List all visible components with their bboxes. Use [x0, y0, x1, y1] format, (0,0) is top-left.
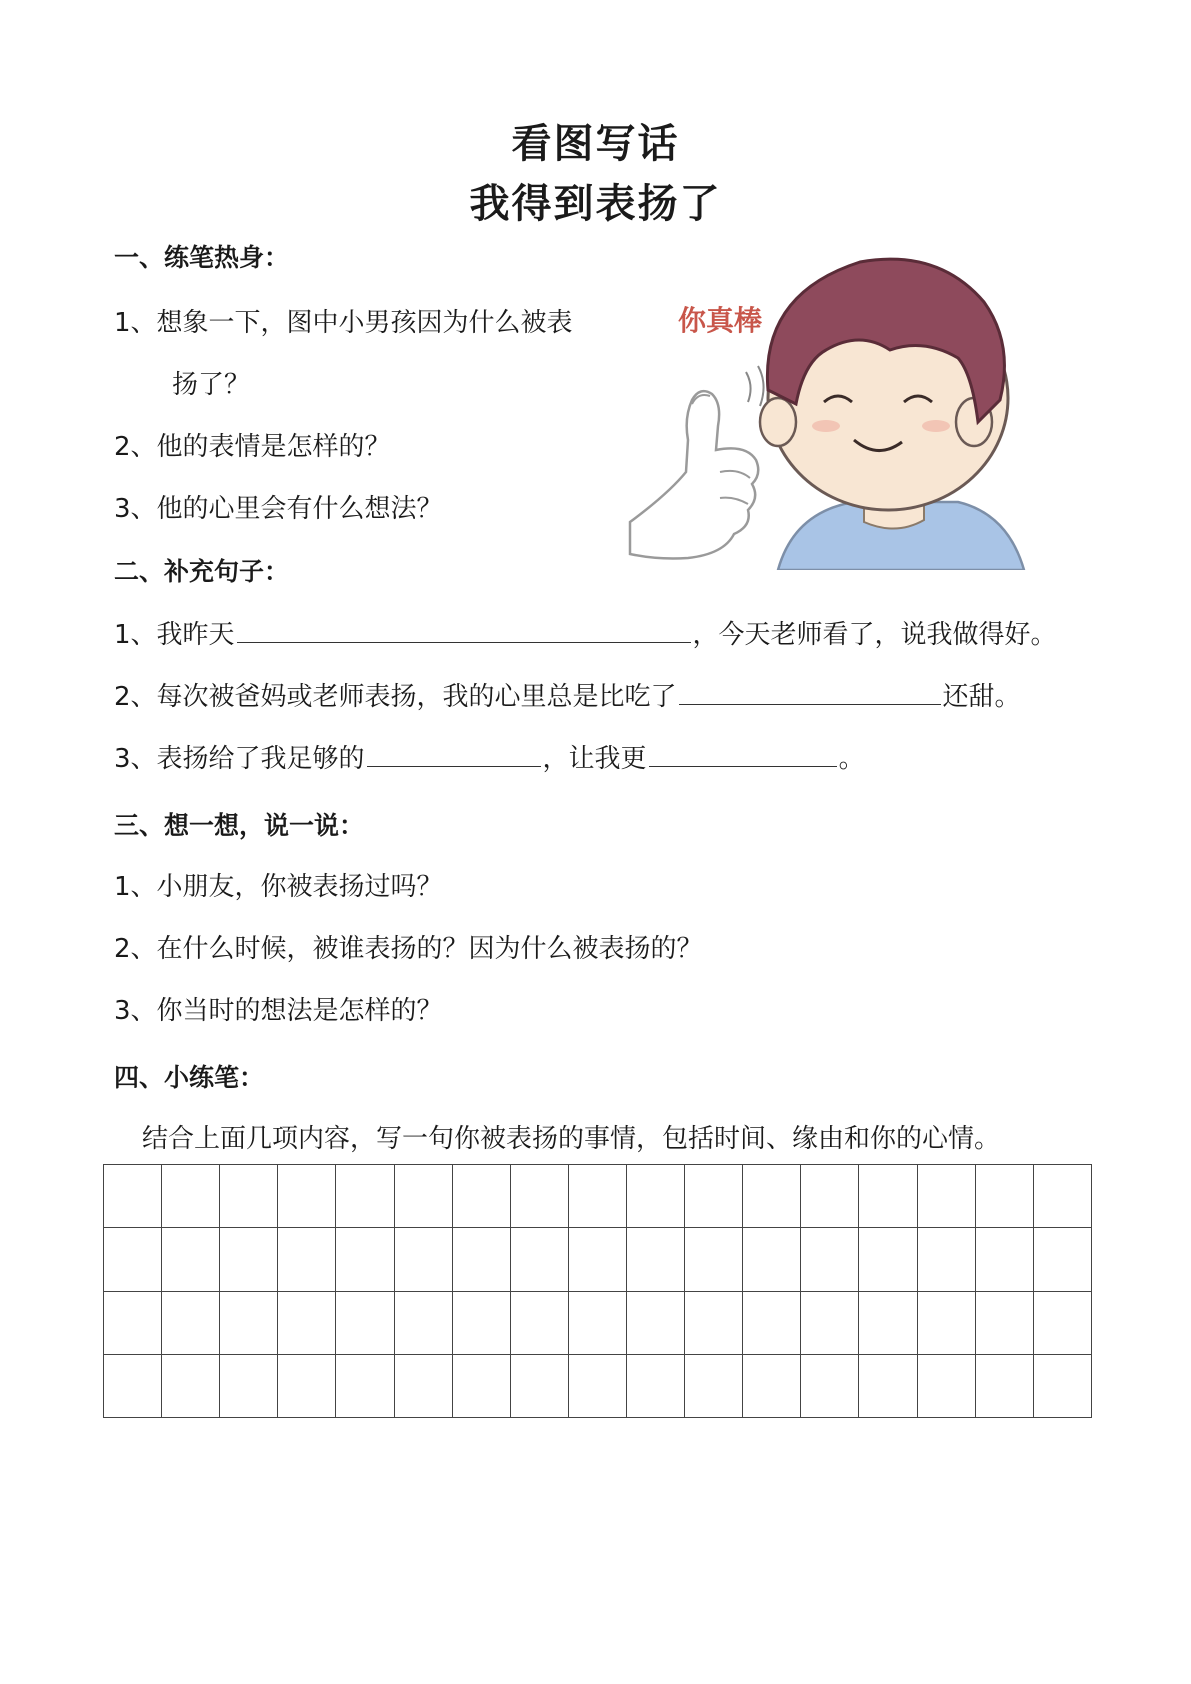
sentence-1-start: 1、我昨天: [114, 620, 235, 650]
sentence-1: [114, 614, 1057, 651]
sentence-3-start: 3、表扬给了我足够的: [114, 744, 365, 774]
grid-cell[interactable]: [975, 1291, 1033, 1354]
grid-cell[interactable]: [104, 1165, 162, 1228]
sentence-2-start: 2、每次被爸妈或老师表扬，我的心里总是比吃了: [114, 682, 677, 712]
sentence-1-end: ，今天老师看了，说我做得好。: [692, 620, 1057, 650]
grid-cell[interactable]: [685, 1291, 743, 1354]
grid-cell[interactable]: [859, 1291, 917, 1354]
praise-caption: 你真棒: [678, 304, 763, 337]
smiling-boy: [760, 259, 1024, 570]
sentence-2-blank[interactable]: [679, 678, 941, 705]
sentence-3-middle: ，让我更: [542, 744, 647, 774]
grid-cell[interactable]: [859, 1165, 917, 1228]
section-1-question-3: 3、他的心里会有什么想法？: [114, 494, 443, 524]
grid-cell[interactable]: [626, 1165, 684, 1228]
grid-row: [104, 1228, 1092, 1291]
sentence-3-blank-2[interactable]: [649, 740, 837, 767]
grid-cell[interactable]: [220, 1228, 278, 1291]
sentence-3-blank-1[interactable]: [367, 740, 541, 767]
section-3-heading: 三、想一想，说一说：: [114, 811, 365, 840]
grid-cell[interactable]: [859, 1354, 917, 1417]
section-3-question-1: 1、小朋友，你被表扬过吗？: [114, 872, 443, 902]
grid-cell[interactable]: [743, 1291, 801, 1354]
grid-cell[interactable]: [220, 1291, 278, 1354]
grid-cell[interactable]: [1033, 1291, 1091, 1354]
grid-cell[interactable]: [510, 1291, 568, 1354]
grid-cell[interactable]: [510, 1228, 568, 1291]
sentence-3-end: 。: [838, 744, 865, 774]
grid-cell[interactable]: [626, 1354, 684, 1417]
grid-cell[interactable]: [626, 1291, 684, 1354]
section-4-heading: 四、小练笔：: [114, 1063, 265, 1092]
page-subtitle: 我得到表扬了: [469, 181, 722, 227]
grid-cell[interactable]: [336, 1354, 394, 1417]
grid-cell[interactable]: [917, 1354, 975, 1417]
section-1-heading: 一、练笔热身：: [114, 243, 290, 272]
writing-grid: [103, 1164, 1092, 1418]
sentence-3: [114, 738, 865, 775]
sentence-1-blank[interactable]: [237, 616, 691, 643]
grid-cell[interactable]: [975, 1354, 1033, 1417]
section-1-question-2: 2、他的表情是怎样的？: [114, 432, 391, 462]
grid-cell[interactable]: [801, 1228, 859, 1291]
grid-cell[interactable]: [917, 1165, 975, 1228]
grid-cell[interactable]: [917, 1228, 975, 1291]
grid-cell[interactable]: [162, 1165, 220, 1228]
grid-cell[interactable]: [162, 1354, 220, 1417]
grid-cell[interactable]: [336, 1228, 394, 1291]
grid-cell[interactable]: [452, 1291, 510, 1354]
grid-cell[interactable]: [975, 1228, 1033, 1291]
grid-cell[interactable]: [685, 1228, 743, 1291]
grid-cell[interactable]: [975, 1165, 1033, 1228]
grid-cell[interactable]: [336, 1165, 394, 1228]
grid-cell[interactable]: [394, 1165, 452, 1228]
sentence-2: [114, 676, 1021, 713]
grid-cell[interactable]: [743, 1354, 801, 1417]
grid-cell[interactable]: [394, 1354, 452, 1417]
grid-cell[interactable]: [162, 1291, 220, 1354]
grid-cell[interactable]: [104, 1228, 162, 1291]
section-3-question-2: 2、在什么时候，被谁表扬的？因为什么被表扬的？: [114, 934, 703, 964]
sentence-2-end: 还甜。: [942, 682, 1021, 712]
grid-cell[interactable]: [1033, 1354, 1091, 1417]
thumbs-up-hand: [630, 391, 758, 558]
section-3-question-3: 3、你当时的想法是怎样的？: [114, 996, 443, 1026]
grid-cell[interactable]: [1033, 1228, 1091, 1291]
grid-cell[interactable]: [394, 1228, 452, 1291]
page-title: 看图写话: [511, 121, 680, 167]
grid-cell[interactable]: [220, 1354, 278, 1417]
grid-cell[interactable]: [220, 1165, 278, 1228]
grid-cell[interactable]: [626, 1228, 684, 1291]
grid-row: [104, 1291, 1092, 1354]
boy-thumbs-up-illustration: [628, 254, 1058, 570]
grid-cell[interactable]: [801, 1165, 859, 1228]
grid-cell[interactable]: [278, 1354, 336, 1417]
section-1-question-1-cont: 扬了？: [172, 370, 251, 400]
grid-row: [104, 1165, 1092, 1228]
grid-cell[interactable]: [568, 1228, 626, 1291]
grid-cell[interactable]: [859, 1228, 917, 1291]
grid-cell[interactable]: [568, 1291, 626, 1354]
grid-cell[interactable]: [743, 1165, 801, 1228]
grid-cell[interactable]: [801, 1291, 859, 1354]
grid-cell[interactable]: [685, 1165, 743, 1228]
grid-cell[interactable]: [104, 1354, 162, 1417]
grid-cell[interactable]: [278, 1291, 336, 1354]
grid-cell[interactable]: [104, 1291, 162, 1354]
grid-row: [104, 1354, 1092, 1417]
grid-cell[interactable]: [452, 1165, 510, 1228]
grid-cell[interactable]: [278, 1228, 336, 1291]
grid-cell[interactable]: [685, 1354, 743, 1417]
grid-cell[interactable]: [452, 1354, 510, 1417]
grid-cell[interactable]: [743, 1228, 801, 1291]
grid-cell[interactable]: [568, 1354, 626, 1417]
grid-cell[interactable]: [510, 1165, 568, 1228]
grid-cell[interactable]: [278, 1165, 336, 1228]
writing-instruction: 结合上面几项内容，写一句你被表扬的事情，包括时间、缘由和你的心情。: [142, 1124, 1001, 1154]
grid-cell[interactable]: [336, 1291, 394, 1354]
grid-cell[interactable]: [162, 1228, 220, 1291]
grid-cell[interactable]: [917, 1291, 975, 1354]
grid-cell[interactable]: [394, 1291, 452, 1354]
grid-cell[interactable]: [801, 1354, 859, 1417]
section-1-question-1: 1、想象一下，图中小男孩因为什么被表: [114, 308, 573, 338]
grid-cell[interactable]: [568, 1165, 626, 1228]
grid-cell[interactable]: [510, 1354, 568, 1417]
grid-cell[interactable]: [452, 1228, 510, 1291]
section-2-heading: 二、补充句子：: [114, 557, 290, 586]
grid-cell[interactable]: [1033, 1165, 1091, 1228]
